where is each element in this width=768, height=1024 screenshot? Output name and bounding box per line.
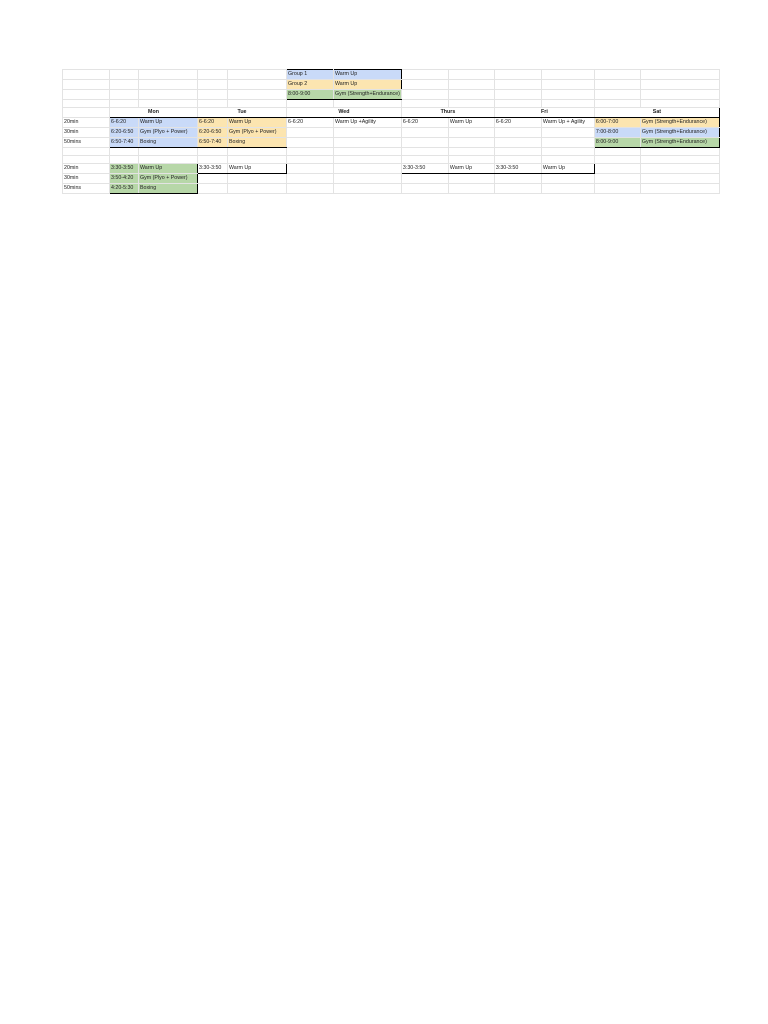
legend-group2-label[interactable]: Group 2: [287, 80, 334, 90]
thu-am-activity-1[interactable]: Warm Up: [448, 118, 494, 128]
legend-group1-value[interactable]: Warm Up: [334, 70, 402, 80]
duration-label[interactable]: 20min: [63, 164, 110, 174]
morning-row-20min: [63, 118, 720, 128]
schedule-grid: [62, 69, 720, 194]
tue-pm-activity-1[interactable]: Warm Up: [228, 164, 287, 174]
duration-label[interactable]: 20min: [63, 118, 110, 128]
day-header-sat[interactable]: Sat: [594, 108, 719, 118]
fri-pm-time-1[interactable]: 3:30-3:50: [494, 164, 541, 174]
sat-am-time-3[interactable]: 8:00-9:00: [594, 138, 640, 148]
day-header-wed[interactable]: Wed: [287, 108, 402, 118]
sat-am-time-2[interactable]: 7:00-8:00: [594, 128, 640, 138]
mon-am-activity-3[interactable]: Boxing: [139, 138, 198, 148]
afternoon-row-20min: [63, 164, 720, 174]
sat-am-time-1[interactable]: 6:00-7:00: [594, 118, 640, 128]
afternoon-row-50mins: [63, 184, 720, 194]
duration-label[interactable]: 30min: [63, 128, 110, 138]
wed-am-activity-1[interactable]: Warm Up +Agility: [334, 118, 402, 128]
mon-am-activity-2[interactable]: Gym (Plyo + Power): [139, 128, 198, 138]
legend-group1-label[interactable]: Group 1: [287, 70, 334, 80]
legend-time-label[interactable]: 8:00-9:00: [287, 90, 334, 100]
legend-row-3: [63, 90, 720, 100]
sat-am-activity-3[interactable]: Gym (Strength+Endurance): [640, 138, 719, 148]
day-header-row: [63, 108, 720, 118]
mon-am-activity-1[interactable]: Warm Up: [139, 118, 198, 128]
fri-pm-activity-1[interactable]: Warm Up: [541, 164, 594, 174]
afternoon-row-30min: [63, 174, 720, 184]
legend-row-1: [63, 70, 720, 80]
tue-am-time-3[interactable]: 6:50-7:40: [198, 138, 228, 148]
day-header-thurs[interactable]: Thurs: [401, 108, 494, 118]
legend-row-2: [63, 80, 720, 90]
sat-am-activity-2[interactable]: Gym (Strength+Endurance): [640, 128, 719, 138]
thu-pm-activity-1[interactable]: Warm Up: [448, 164, 494, 174]
mon-am-time-2[interactable]: 6:20-6:50: [110, 128, 139, 138]
blank-row: [63, 148, 720, 156]
spreadsheet: [62, 69, 720, 194]
mon-pm-activity-2[interactable]: Gym (Plyo + Power): [139, 174, 198, 184]
tue-am-activity-2[interactable]: Gym (Plyo + Power): [228, 128, 287, 138]
thu-pm-time-1[interactable]: 3:30-3:50: [401, 164, 448, 174]
tue-pm-time-1[interactable]: 3:30-3:50: [198, 164, 228, 174]
blank-row: [63, 156, 720, 164]
duration-label[interactable]: 50mins: [63, 184, 110, 194]
mon-pm-time-3[interactable]: 4:20-5:30: [110, 184, 139, 194]
morning-row-50mins: [63, 138, 720, 148]
tue-am-activity-1[interactable]: Warm Up: [228, 118, 287, 128]
mon-pm-activity-3[interactable]: Boxing: [139, 184, 198, 194]
day-header-fri[interactable]: Fri: [494, 108, 594, 118]
fri-am-time-1[interactable]: 6-6:20: [494, 118, 541, 128]
wed-am-time-1[interactable]: 6-6:20: [287, 118, 334, 128]
mon-pm-time-1[interactable]: 3:30-3:50: [110, 164, 139, 174]
mon-pm-activity-1[interactable]: Warm Up: [139, 164, 198, 174]
sat-am-activity-1[interactable]: Gym (Strength+Endurance): [640, 118, 719, 128]
morning-row-30min: [63, 128, 720, 138]
day-header-tue[interactable]: Tue: [198, 108, 287, 118]
legend-time-value[interactable]: Gym (Strength+Endurance): [334, 90, 402, 100]
day-header-mon[interactable]: Mon: [110, 108, 198, 118]
duration-label[interactable]: 30min: [63, 174, 110, 184]
blank-row: [63, 100, 720, 108]
tue-am-time-1[interactable]: 6-6:20: [198, 118, 228, 128]
mon-am-time-3[interactable]: 6:50-7:40: [110, 138, 139, 148]
legend-group2-value[interactable]: Warm Up: [334, 80, 402, 90]
thu-am-time-1[interactable]: 6-6:20: [401, 118, 448, 128]
tue-am-time-2[interactable]: 6:20-6:50: [198, 128, 228, 138]
mon-am-time-1[interactable]: 6-6:20: [110, 118, 139, 128]
duration-label[interactable]: 50mins: [63, 138, 110, 148]
mon-pm-time-2[interactable]: 3:50-4:20: [110, 174, 139, 184]
fri-am-activity-1[interactable]: Warm Up + Agility: [541, 118, 594, 128]
tue-am-activity-3[interactable]: Boxing: [228, 138, 287, 148]
